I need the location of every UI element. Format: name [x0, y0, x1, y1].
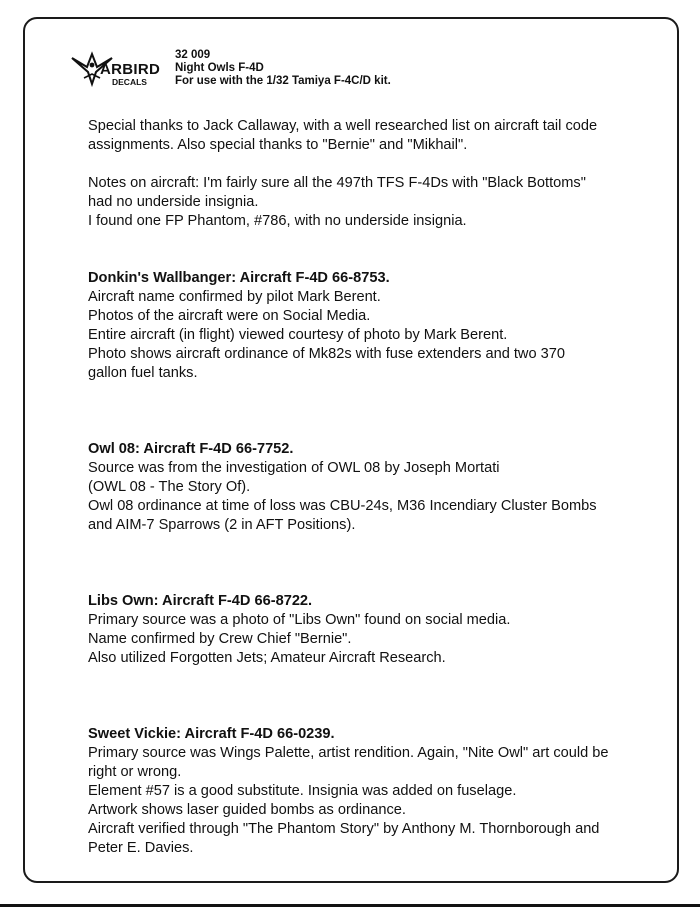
text-line: Photos of the aircraft were on Social Media. — [88, 308, 371, 324]
logo-wordmark: ARBIRD — [100, 61, 161, 78]
text-line: right or wrong. — [88, 764, 182, 780]
text-line: Element #57 is a good substitute. Insignia was added on fuselage. — [88, 783, 517, 799]
section-title: Sweet Vickie: Aircraft F-4D 66-0239. — [88, 726, 335, 742]
section-title: Owl 08: Aircraft F-4D 66-7752. — [88, 441, 294, 457]
text-line: Name confirmed by Crew Chief "Bernie". — [88, 631, 352, 647]
document-body — [88, 117, 668, 858]
text-line: and AIM-7 Sparrows (2 in AFT Positions). — [88, 517, 356, 533]
text-line: I found one FP Phantom, #786, with no underside insignia. — [88, 213, 467, 229]
text-line: Aircraft name confirmed by pilot Mark Berent. — [88, 289, 381, 305]
sheet-header — [175, 49, 391, 88]
bottom-rule — [0, 904, 700, 907]
section-title: Donkin's Wallbanger: Aircraft F-4D 66-8753. — [88, 270, 390, 286]
kit-note: For use with the 1/32 Tamiya F-4C/D kit. — [175, 75, 391, 87]
text-line: Also utilized Forgotten Jets; Amateur Aircraft Research. — [88, 650, 446, 666]
text-line: Photo shows aircraft ordinance of Mk82s with fuse extenders and two 370 — [88, 346, 565, 362]
text-line: Artwork shows laser guided bombs as ordinance. — [88, 802, 406, 818]
notes-paragraph — [88, 174, 668, 231]
text-line: Aircraft verified through "The Phantom Story" by Anthony M. Thornborough and — [88, 821, 600, 837]
thanks-paragraph — [88, 117, 668, 155]
text-line: Primary source was Wings Palette, artist rendition. Again, "Nite Owl" art could be — [88, 745, 609, 761]
logo-subtitle: DECALS — [112, 77, 147, 87]
aircraft-section — [88, 269, 668, 383]
aircraft-section — [88, 725, 668, 858]
text-line: Peter E. Davies. — [88, 840, 194, 856]
section-title: Libs Own: Aircraft F-4D 66-8722. — [88, 593, 313, 609]
text-line: Special thanks to Jack Callaway, with a well researched list on aircraft tail code — [88, 118, 598, 134]
aircraft-section — [88, 440, 668, 535]
text-line: (OWL 08 - The Story Of). — [88, 479, 251, 495]
text-line: Owl 08 ordinance at time of loss was CBU-24s, M36 Incendiary Cluster Bombs — [88, 498, 597, 514]
text-line: gallon fuel tanks. — [88, 365, 198, 381]
aircraft-section — [88, 592, 668, 668]
sheet-number: 32 009 — [175, 49, 211, 61]
text-line: Notes on aircraft: I'm fairly sure all the 497th TFS F-4Ds with "Black Bottoms" — [88, 175, 586, 191]
text-line: Entire aircraft (in flight) viewed courtesy of photo by Mark Berent. — [88, 327, 508, 343]
text-line: assignments. Also special thanks to "Bernie" and "Mikhail". — [88, 137, 468, 153]
text-line: Primary source was a photo of "Libs Own" found on social media. — [88, 612, 511, 628]
sheet-title: Night Owls F-4D — [175, 62, 264, 74]
warbird-decals-logo — [70, 50, 180, 92]
text-line: Source was from the investigation of OWL 08 by Joseph Mortati — [88, 460, 500, 476]
text-line: had no underside insignia. — [88, 194, 259, 210]
